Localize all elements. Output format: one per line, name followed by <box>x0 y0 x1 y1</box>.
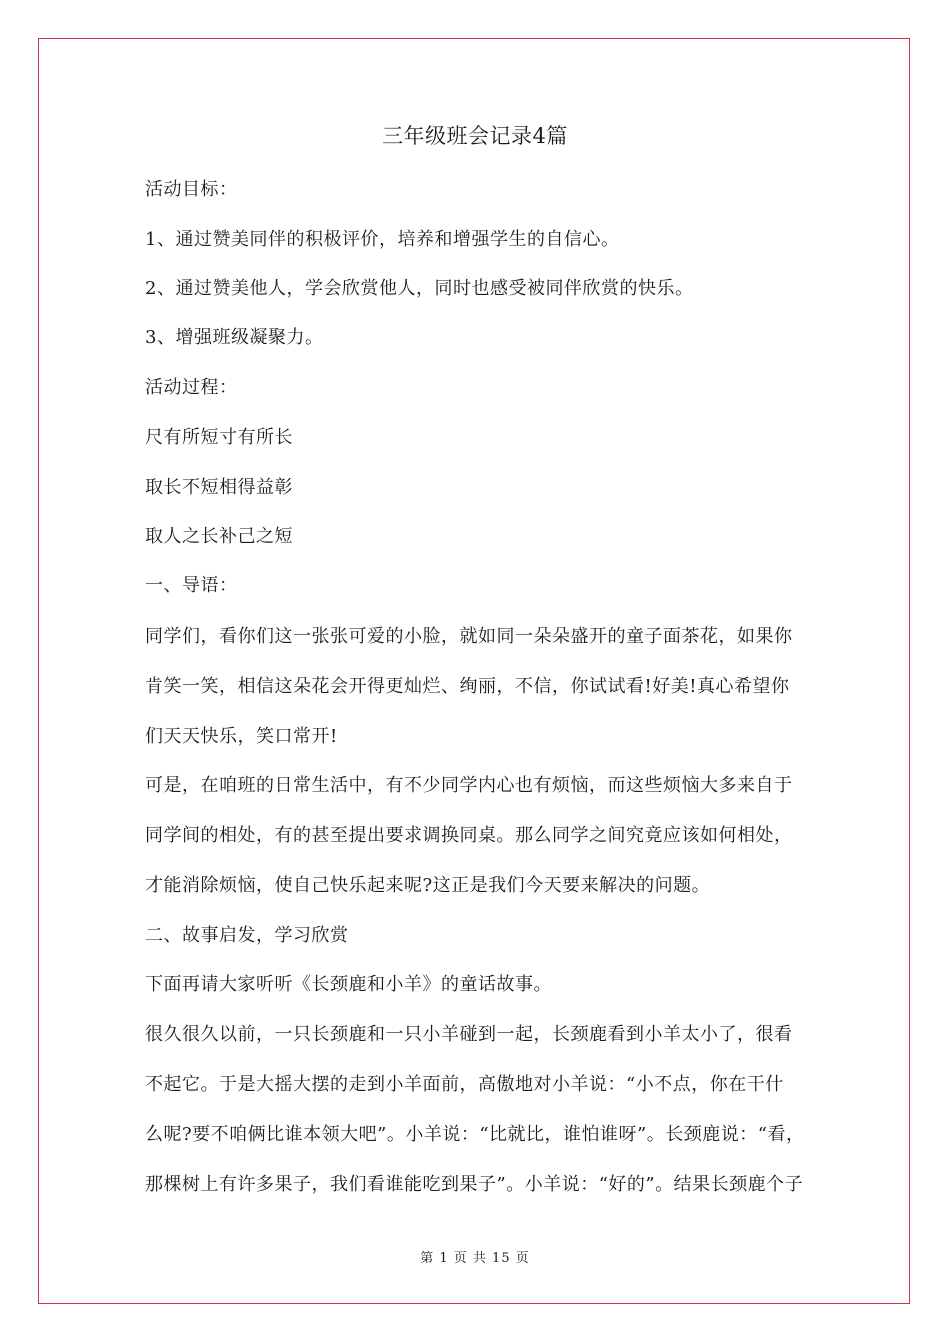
text-line: 活动过程： <box>145 377 238 398</box>
text-line: 尺有所短寸有所长 <box>145 427 293 448</box>
text-line: 取长不短相得益彰 <box>145 477 293 498</box>
text-line: 不起它。于是大摇大摆的走到小羊面前，高傲地对小羊说：“小不点，你在干什 <box>145 1074 784 1095</box>
page-footer: 第 1 页 共 15 页 <box>420 1251 530 1266</box>
text-line: 活动目标： <box>145 179 238 200</box>
document-title: 三年级班会记录4篇 <box>382 124 568 148</box>
text-line: 同学们，看你们这一张张可爱的小脸，就如同一朵朵盛开的童子面茶花，如果你 <box>145 626 793 647</box>
text-line: 们天天快乐，笑口常开! <box>145 726 338 747</box>
text-line: 下面再请大家听听《长颈鹿和小羊》的童话故事。 <box>145 974 552 995</box>
text-line: 3、增强班级凝聚力。 <box>145 327 324 348</box>
text-line: 同学间的相处，有的甚至提出要求调换同桌。那么同学之间究竟应该如何相处， <box>145 825 793 846</box>
text-line: 取人之长补己之短 <box>145 526 293 547</box>
text-line: 2、通过赞美他人，学会欣赏他人，同时也感受被同伴欣赏的快乐。 <box>145 278 694 299</box>
text-line: 才能消除烦恼，使自己快乐起来呢?这正是我们今天要来解决的问题。 <box>145 875 711 896</box>
text-line: 1、通过赞美同伴的积极评价，培养和增强学生的自信心。 <box>145 229 620 250</box>
text-line: 很久很久以前，一只长颈鹿和一只小羊碰到一起，长颈鹿看到小羊太小了，很看 <box>145 1024 793 1045</box>
text-line: 肯笑一笑，相信这朵花会开得更灿烂、绚丽，不信，你试试看!好美!真心希望你 <box>145 676 790 697</box>
text-line: 么呢?要不咱俩比谁本领大吧”。小羊说：“比就比，谁怕谁呀”。长颈鹿说：“看， <box>145 1124 805 1145</box>
text-line: 可是，在咱班的日常生活中，有不少同学内心也有烦恼，而这些烦恼大多来自于 <box>145 775 793 796</box>
text-line: 一、导语： <box>145 575 238 596</box>
text-line: 那棵树上有许多果子，我们看谁能吃到果子”。小羊说：“好的”。结果长颈鹿个子 <box>145 1174 804 1195</box>
text-line: 二、故事启发，学习欣赏 <box>145 925 349 946</box>
